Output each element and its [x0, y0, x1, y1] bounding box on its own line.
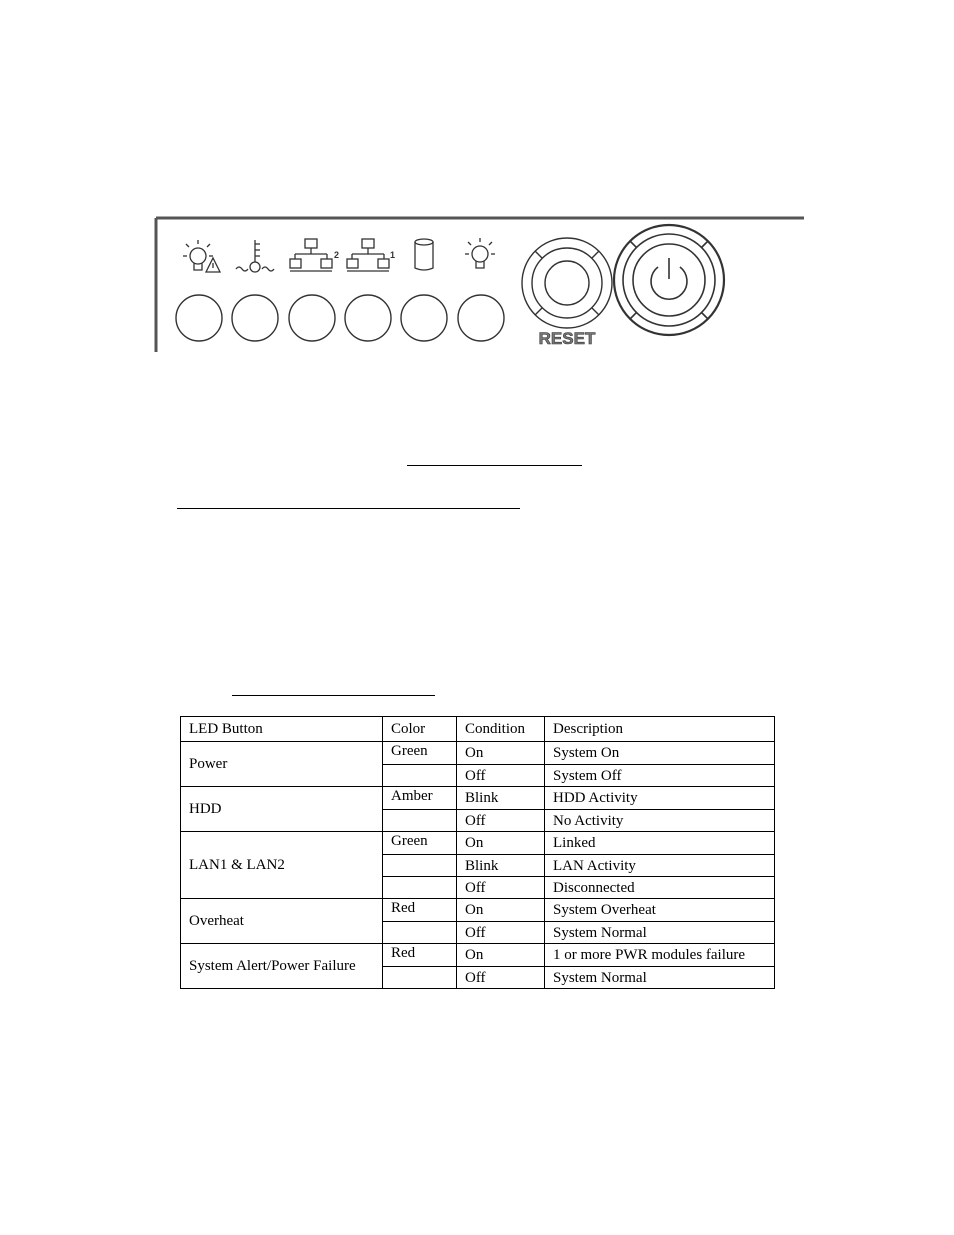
lan1-icon — [347, 239, 389, 271]
led-button-cell: System Alert/Power Failure — [181, 944, 383, 989]
led-button-cell: HDD — [181, 787, 383, 832]
condition-cell: Off — [457, 877, 545, 899]
front-panel-illustration — [150, 210, 804, 352]
table-row — [181, 944, 775, 967]
lan2-led — [289, 295, 335, 341]
table-header-row — [181, 717, 775, 742]
description-cell: 1 or more PWR modules failure — [545, 944, 775, 967]
underline-rule-3 — [232, 695, 435, 696]
condition-cell: Off — [457, 967, 545, 989]
power-led-icon — [465, 238, 495, 268]
condition-cell: On — [457, 742, 545, 765]
description-cell: Linked — [545, 832, 775, 855]
description-cell: System Off — [545, 765, 775, 787]
header-color: Color — [383, 717, 457, 742]
table-row — [181, 787, 775, 810]
led-status-table — [180, 716, 775, 989]
description-cell: LAN Activity — [545, 855, 775, 877]
condition-cell: Off — [457, 922, 545, 944]
header-condition: Condition — [457, 717, 545, 742]
led-button-cell: LAN1 & LAN2 — [181, 832, 383, 899]
reset-button[interactable] — [522, 238, 612, 328]
color-cell: Red — [383, 899, 457, 922]
description-cell: System On — [545, 742, 775, 765]
table-row — [181, 832, 775, 855]
color-cell — [383, 810, 457, 832]
description-cell: System Overheat — [545, 899, 775, 922]
condition-cell: Off — [457, 765, 545, 787]
power-button[interactable] — [614, 225, 724, 335]
system-alert-led — [176, 295, 222, 341]
description-cell: System Normal — [545, 922, 775, 944]
color-cell: Green — [383, 742, 457, 765]
power-icon — [651, 258, 687, 299]
condition-cell: Blink — [457, 787, 545, 810]
condition-cell: Blink — [457, 855, 545, 877]
color-cell — [383, 765, 457, 787]
description-cell: HDD Activity — [545, 787, 775, 810]
lan1-led — [345, 295, 391, 341]
condition-cell: On — [457, 944, 545, 967]
description-cell: No Activity — [545, 810, 775, 832]
color-cell: Red — [383, 944, 457, 967]
system-alert-icon — [183, 240, 220, 272]
color-cell — [383, 922, 457, 944]
lan2-icon — [290, 239, 332, 271]
power-led — [458, 295, 504, 341]
condition-cell: On — [457, 899, 545, 922]
overheat-led — [232, 295, 278, 341]
underline-rule-2 — [177, 508, 520, 509]
color-cell: Amber — [383, 787, 457, 810]
color-cell: Green — [383, 832, 457, 855]
hdd-icon — [415, 239, 433, 270]
table-row — [181, 899, 775, 922]
description-cell: Disconnected — [545, 877, 775, 899]
condition-cell: On — [457, 832, 545, 855]
color-cell — [383, 855, 457, 877]
header-description: Description — [545, 717, 775, 742]
lan2-number: 2 — [334, 250, 340, 260]
overheat-icon — [236, 240, 274, 272]
underline-rule-1 — [407, 465, 582, 466]
description-cell: System Normal — [545, 967, 775, 989]
lan1-number: 1 — [390, 250, 396, 260]
led-button-cell: Overheat — [181, 899, 383, 944]
table-row — [181, 742, 775, 765]
reset-label: RESET — [538, 329, 596, 348]
led-button-cell: Power — [181, 742, 383, 787]
color-cell — [383, 877, 457, 899]
header-led-button: LED Button — [181, 717, 383, 742]
hdd-led — [401, 295, 447, 341]
color-cell — [383, 967, 457, 989]
condition-cell: Off — [457, 810, 545, 832]
